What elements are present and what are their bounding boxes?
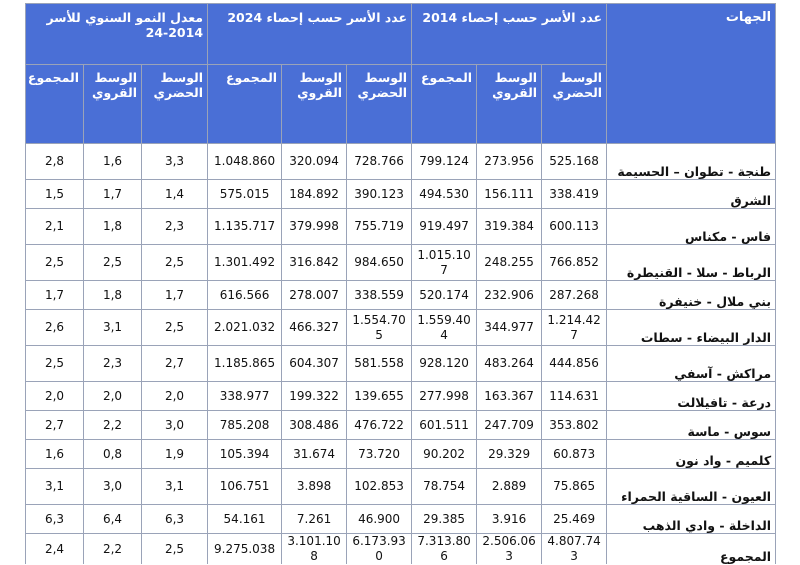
urban-2014: 287.268 (542, 281, 607, 310)
rural-2014: 273.956 (477, 144, 542, 180)
table-row (26, 180, 776, 209)
urban-2014: 353.802 (542, 411, 607, 440)
table-row (26, 440, 776, 469)
growth-urban: 2,5 (142, 534, 208, 565)
table-row (26, 310, 776, 346)
region-name: الشرق (607, 180, 776, 209)
urban-2014: 114.631 (542, 382, 607, 411)
table-row (26, 209, 776, 245)
total-2014-header: المجموع (412, 65, 477, 144)
growth-urban-header: الوسط الحضري (142, 65, 208, 144)
rural-2024: 379.998 (282, 209, 347, 245)
growth-urban: 2,5 (142, 245, 208, 281)
table-row (26, 245, 776, 281)
growth-urban: 3,1 (142, 469, 208, 505)
growth-urban: 1,4 (142, 180, 208, 209)
rural-2014: 2.889 (477, 469, 542, 505)
rural-2024: 278.007 (282, 281, 347, 310)
rural-2014: 163.367 (477, 382, 542, 411)
total-2024: 338.977 (208, 382, 282, 411)
urban-2024: 390.123 (347, 180, 412, 209)
total-2014: 7.313.806 (412, 534, 477, 565)
rural-2024-header: الوسط القروي (282, 65, 347, 144)
rural-2024: 3.898 (282, 469, 347, 505)
urban-2014: 766.852 (542, 245, 607, 281)
table-row (26, 144, 776, 180)
total-2024: 54.161 (208, 505, 282, 534)
total-2014: 29.385 (412, 505, 477, 534)
urban-2024: 728.766 (347, 144, 412, 180)
growth-rural-header: الوسط القروي (84, 65, 142, 144)
urban-2014: 4.807.743 (542, 534, 607, 565)
table-row (26, 281, 776, 310)
rural-2014: 247.709 (477, 411, 542, 440)
urban-2014: 338.419 (542, 180, 607, 209)
table-row (26, 346, 776, 382)
growth-total: 2,8 (26, 144, 84, 180)
rural-2014: 232.906 (477, 281, 542, 310)
rural-2014: 29.329 (477, 440, 542, 469)
total-2024: 105.394 (208, 440, 282, 469)
region-name: فاس - مكناس (607, 209, 776, 245)
urban-2024: 6.173.930 (347, 534, 412, 565)
urban-2024: 139.655 (347, 382, 412, 411)
urban-2014: 60.873 (542, 440, 607, 469)
total-2014: 78.754 (412, 469, 477, 505)
total-2014: 90.202 (412, 440, 477, 469)
table-row (26, 411, 776, 440)
region-name: الداخلة - وادي الذهب (607, 505, 776, 534)
urban-2024: 581.558 (347, 346, 412, 382)
growth-rural: 1,7 (84, 180, 142, 209)
growth-total: 1,5 (26, 180, 84, 209)
total-2024: 2.021.032 (208, 310, 282, 346)
region-name: طنجة - تطوان – الحسيمة (607, 144, 776, 180)
growth-rural: 6,4 (84, 505, 142, 534)
total-2024: 616.566 (208, 281, 282, 310)
total-2014: 1.015.107 (412, 245, 477, 281)
total-2014: 799.124 (412, 144, 477, 180)
urban-2024-header: الوسط الحضري (347, 65, 412, 144)
growth-rural: 1,8 (84, 209, 142, 245)
growth-total: 2,6 (26, 310, 84, 346)
urban-2024: 46.900 (347, 505, 412, 534)
growth-total: 1,7 (26, 281, 84, 310)
growth-total: 2,7 (26, 411, 84, 440)
growth-rural: 3,1 (84, 310, 142, 346)
urban-2024: 984.650 (347, 245, 412, 281)
urban-2014-header: الوسط الحضري (542, 65, 607, 144)
rural-2014: 319.384 (477, 209, 542, 245)
total-2014: 1.559.404 (412, 310, 477, 346)
region-name: كلميم - واد نون (607, 440, 776, 469)
growth-urban: 1,9 (142, 440, 208, 469)
growth-total: 2,5 (26, 245, 84, 281)
census-2024-header: عدد الأسر حسب إحصاء 2024 (208, 4, 412, 65)
growth-urban: 2,7 (142, 346, 208, 382)
total-2014: 601.511 (412, 411, 477, 440)
total-2024: 1.301.492 (208, 245, 282, 281)
growth-total: 1,6 (26, 440, 84, 469)
growth-rural: 2,0 (84, 382, 142, 411)
growth-rural: 2,5 (84, 245, 142, 281)
rural-2014: 248.255 (477, 245, 542, 281)
rural-2024: 466.327 (282, 310, 347, 346)
growth-total: 2,4 (26, 534, 84, 565)
total-2014: 277.998 (412, 382, 477, 411)
rural-2024: 31.674 (282, 440, 347, 469)
region-name: المجموع (607, 534, 776, 565)
total-2024: 1.185.865 (208, 346, 282, 382)
urban-2014: 75.865 (542, 469, 607, 505)
urban-2014: 25.469 (542, 505, 607, 534)
growth-total: 2,0 (26, 382, 84, 411)
growth-urban: 3,0 (142, 411, 208, 440)
growth-total-header: المجموع (26, 65, 84, 144)
growth-urban: 1,7 (142, 281, 208, 310)
census-2014-header: عدد الأسر حسب إحصاء 2014 (412, 4, 607, 65)
growth-rural: 0,8 (84, 440, 142, 469)
growth-rural: 2,2 (84, 534, 142, 565)
rural-2014: 483.264 (477, 346, 542, 382)
rural-2024: 3.101.108 (282, 534, 347, 565)
total-2024: 1.135.717 (208, 209, 282, 245)
growth-urban: 2,5 (142, 310, 208, 346)
growth-urban: 2,3 (142, 209, 208, 245)
urban-2024: 476.722 (347, 411, 412, 440)
growth-urban: 2,0 (142, 382, 208, 411)
growth-rural: 1,8 (84, 281, 142, 310)
table-row (26, 382, 776, 411)
growth-urban: 3,3 (142, 144, 208, 180)
growth-total: 6,3 (26, 505, 84, 534)
growth-rural: 2,2 (84, 411, 142, 440)
rural-2014: 156.111 (477, 180, 542, 209)
total-2014: 919.497 (412, 209, 477, 245)
region-header: الجهات (607, 4, 776, 144)
urban-2024: 73.720 (347, 440, 412, 469)
total-2014: 520.174 (412, 281, 477, 310)
rural-2024: 184.892 (282, 180, 347, 209)
urban-2014: 600.113 (542, 209, 607, 245)
urban-2024: 338.559 (347, 281, 412, 310)
rural-2024: 604.307 (282, 346, 347, 382)
total-2024: 575.015 (208, 180, 282, 209)
households-table (25, 3, 776, 565)
region-name: سوس - ماسة (607, 411, 776, 440)
total-2024-header: المجموع (208, 65, 282, 144)
total-2024: 785.208 (208, 411, 282, 440)
total-2014: 928.120 (412, 346, 477, 382)
growth-urban: 6,3 (142, 505, 208, 534)
urban-2024: 755.719 (347, 209, 412, 245)
rural-2024: 199.322 (282, 382, 347, 411)
region-name: بني ملال - خنيفرة (607, 281, 776, 310)
table-row (26, 469, 776, 505)
region-name: الرباط - سلا - القنيطرة (607, 245, 776, 281)
growth-total: 3,1 (26, 469, 84, 505)
urban-2014: 1.214.427 (542, 310, 607, 346)
table-row (26, 505, 776, 534)
total-2014: 494.530 (412, 180, 477, 209)
urban-2014: 525.168 (542, 144, 607, 180)
rural-2024: 316.842 (282, 245, 347, 281)
region-name: درعة - تافيلالت (607, 382, 776, 411)
growth-total: 2,5 (26, 346, 84, 382)
region-name: مراكش - آسفي (607, 346, 776, 382)
growth-rural: 2,3 (84, 346, 142, 382)
urban-2014: 444.856 (542, 346, 607, 382)
growth-rural: 3,0 (84, 469, 142, 505)
rural-2014: 2.506.063 (477, 534, 542, 565)
table-row-total (26, 534, 776, 565)
total-2024: 106.751 (208, 469, 282, 505)
rural-2014-header: الوسط القروي (477, 65, 542, 144)
region-name: العيون - الساقية الحمراء (607, 469, 776, 505)
growth-rate-header: معدل النمو السنوي للأسر 2014-24 (26, 4, 208, 65)
total-2024: 1.048.860 (208, 144, 282, 180)
urban-2024: 1.554.705 (347, 310, 412, 346)
rural-2024: 308.486 (282, 411, 347, 440)
growth-rural: 1,6 (84, 144, 142, 180)
rural-2014: 344.977 (477, 310, 542, 346)
urban-2024: 102.853 (347, 469, 412, 505)
total-2024: 9.275.038 (208, 534, 282, 565)
rural-2024: 7.261 (282, 505, 347, 534)
region-name: الدار البيضاء - سطات (607, 310, 776, 346)
rural-2014: 3.916 (477, 505, 542, 534)
rural-2024: 320.094 (282, 144, 347, 180)
growth-total: 2,1 (26, 209, 84, 245)
